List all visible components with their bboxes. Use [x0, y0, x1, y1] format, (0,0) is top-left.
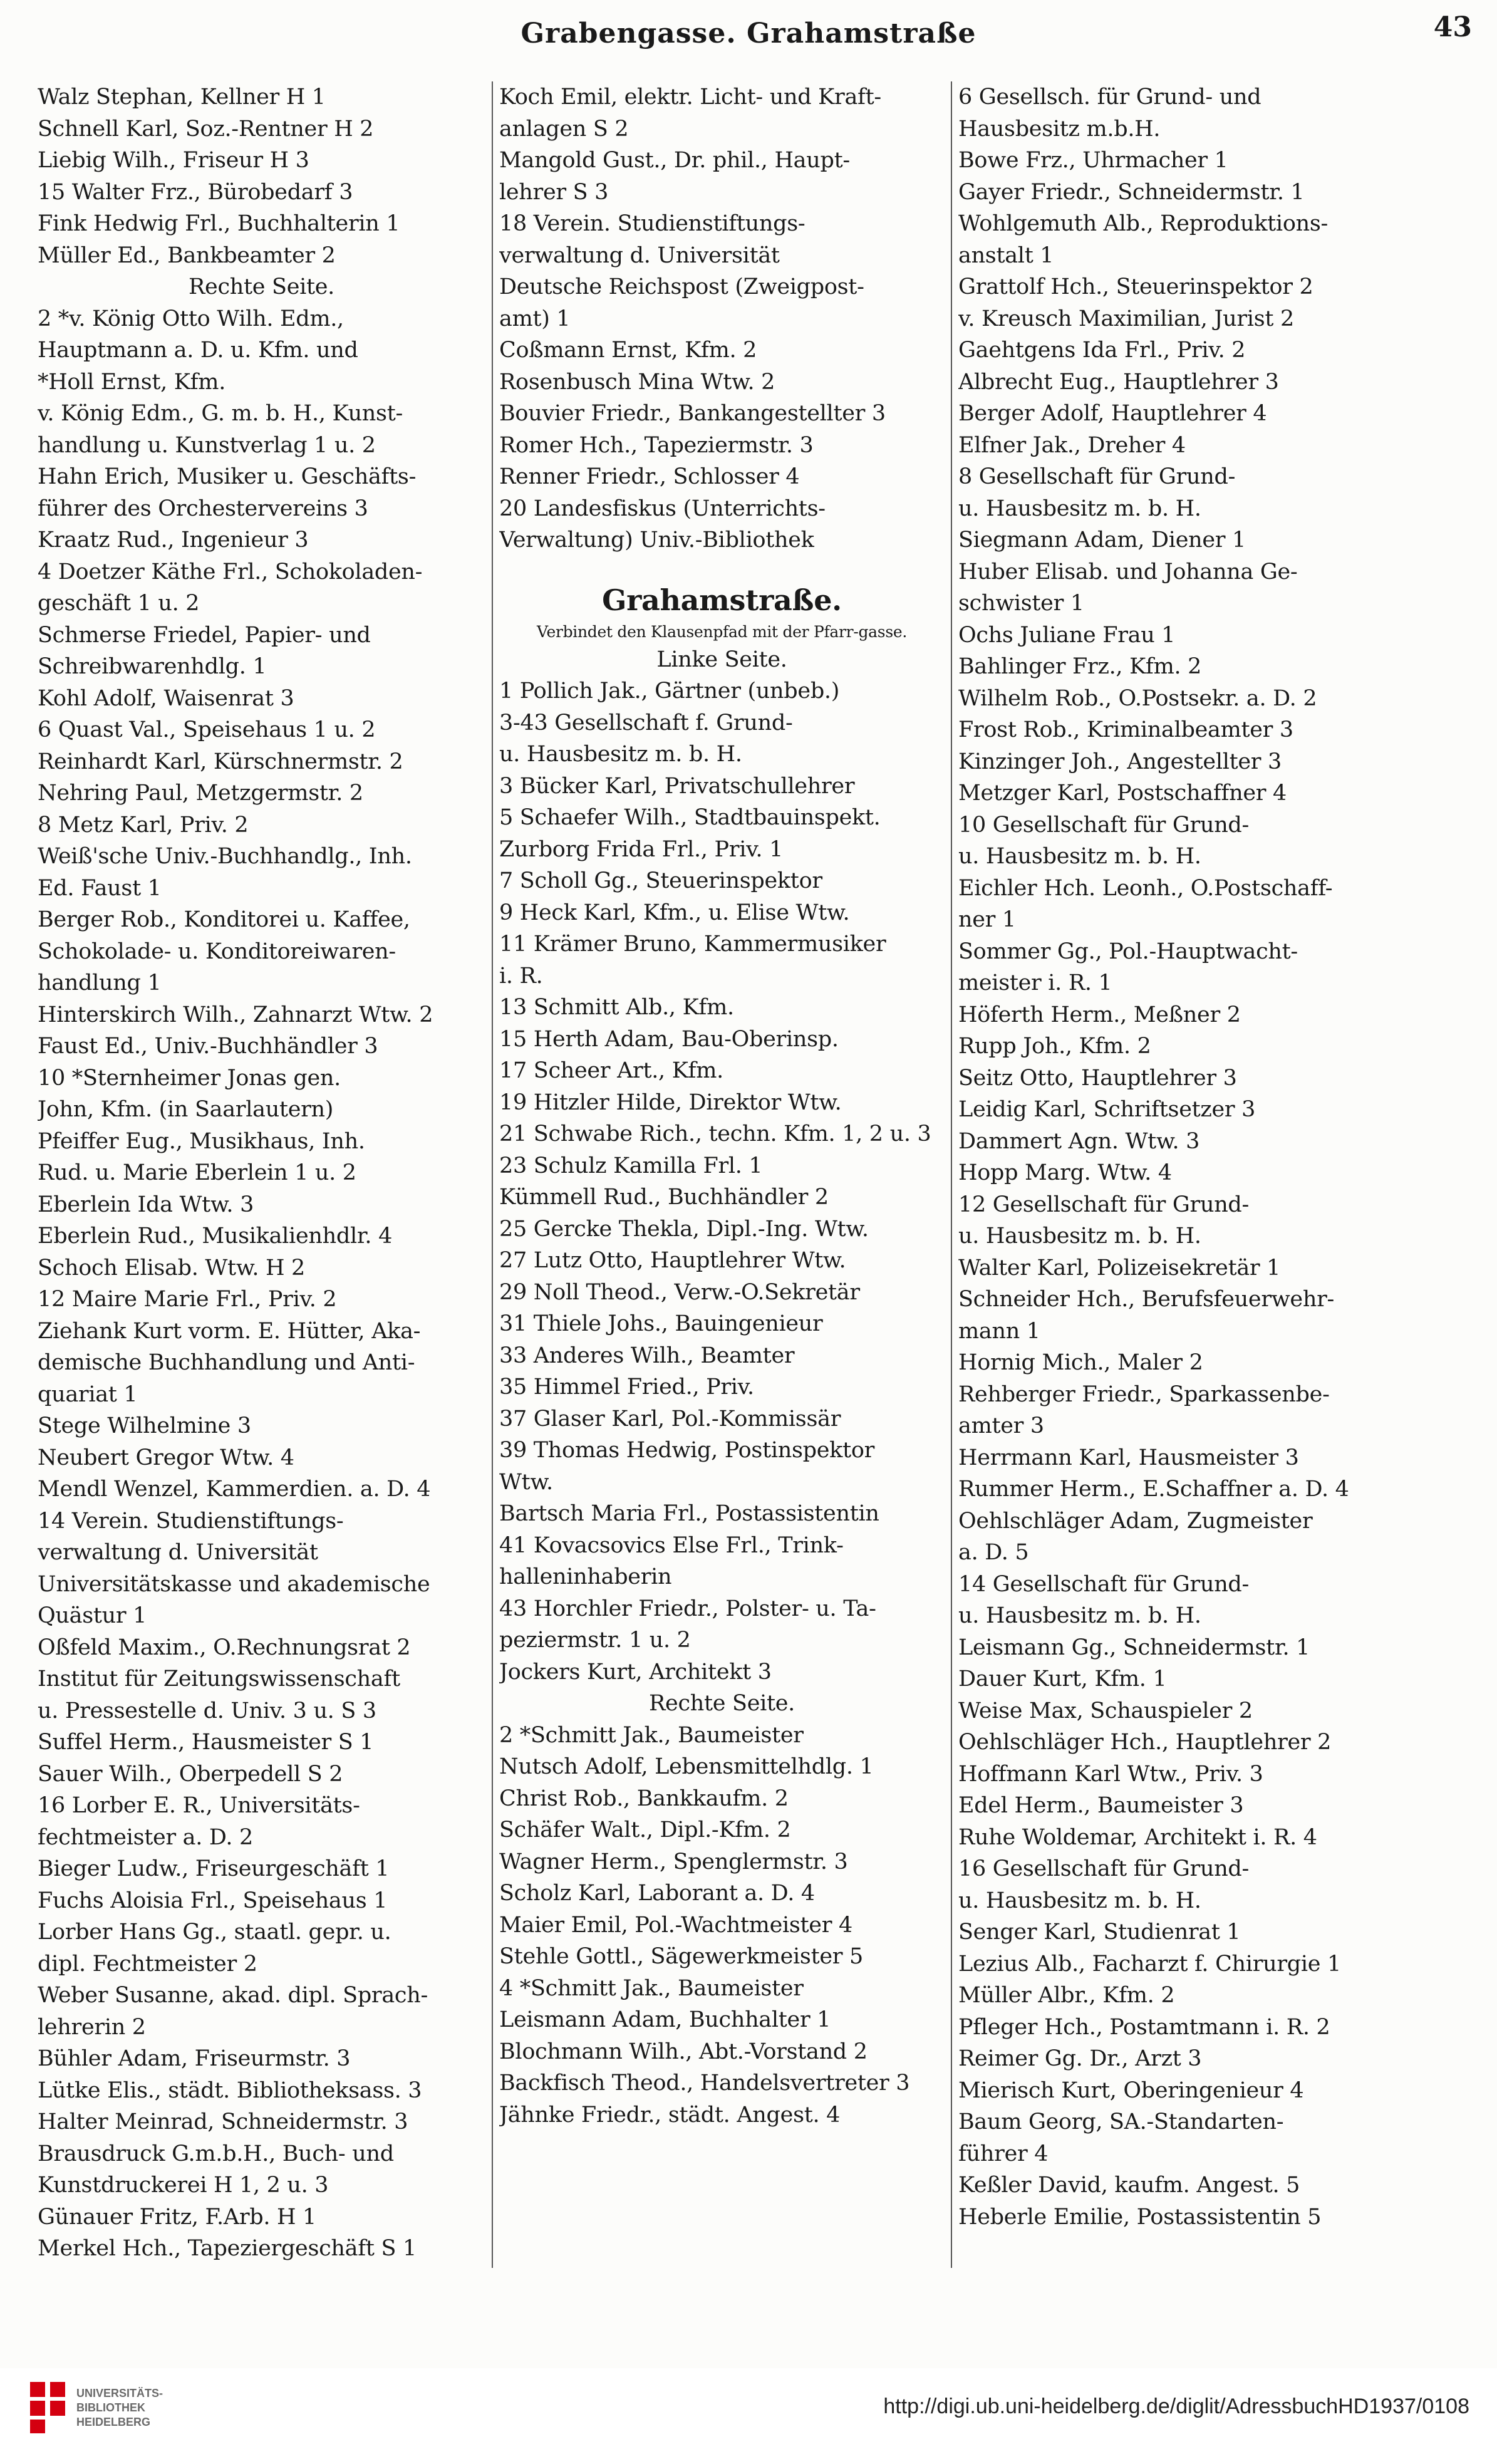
directory-entry: 39 Thomas Hedwig, Postinspektor [499, 1438, 875, 1463]
directory-entry: 31 Thiele Johs., Bauingenieur [499, 1311, 823, 1336]
directory-entry: 14 Verein. Studienstiftungs- [38, 1508, 344, 1534]
directory-entry: Pfeiffer Eug., Musikhaus, Inh. [38, 1128, 365, 1154]
directory-entry: 4 Doetzer Käthe Frl., Schokoladen- [38, 559, 423, 585]
directory-entry: Fink Hedwig Frl., Buchhalterin 1 [38, 211, 400, 236]
directory-entry: verwaltung d. Universität [38, 1540, 318, 1565]
directory-entry: Maier Emil, Pol.-Wachtmeister 4 [499, 1912, 852, 1938]
directory-entry: u. Hausbesitz m. b. H. [958, 1224, 1201, 1249]
directory-entry: anstalt 1 [958, 242, 1054, 268]
directory-entry: Fuchs Aloisia Frl., Speisehaus 1 [38, 1888, 388, 1913]
directory-entry: Albrecht Eug., Hauptlehrer 3 [958, 369, 1279, 395]
directory-entry: schwister 1 [958, 591, 1084, 616]
directory-entry: amt) 1 [499, 306, 571, 331]
directory-entry: 8 Metz Karl, Priv. 2 [38, 812, 249, 838]
directory-entry: Weise Max, Schauspieler 2 [958, 1698, 1253, 1723]
directory-entry: Reinhardt Karl, Kürschnermstr. 2 [38, 749, 403, 774]
directory-entry: Senger Karl, Studienrat 1 [958, 1920, 1241, 1945]
directory-entry: Ziehank Kurt vorm. E. Hütter, Aka- [38, 1318, 421, 1344]
directory-entry: dipl. Fechtmeister 2 [38, 1951, 257, 1977]
page-number: 43 [1433, 11, 1472, 43]
directory-entry: Baum Georg, SA.-Standarten- [958, 2109, 1284, 2134]
directory-entry: 19 Hitzler Hilde, Direktor Wtw. [499, 1089, 842, 1115]
directory-entry: Weiß'sche Univ.-Buchhandlg., Inh. [38, 844, 412, 869]
directory-entry: Bahlinger Frz., Kfm. 2 [958, 654, 1202, 679]
directory-entry: führer des Orchestervereins 3 [38, 496, 368, 521]
directory-entry: Wilhelm Rob., O.Postsekr. a. D. 2 [958, 685, 1317, 711]
directory-entry: Müller Ed., Bankbeamter 2 [38, 242, 336, 268]
directory-entry: Leismann Adam, Buchhalter 1 [499, 2007, 831, 2032]
directory-entry: Hausbesitz m.b.H. [958, 116, 1161, 142]
directory-entry: 2 *v. König Otto Wilh. Edm., [38, 306, 344, 331]
directory-entry: Grattolf Hch., Steuerinspektor 2 [958, 274, 1313, 299]
directory-entry: Rud. u. Marie Eberlein 1 u. 2 [38, 1160, 356, 1185]
page-title: Grabengasse. Grahamstraße [521, 18, 976, 49]
directory-entry: führer 4 [958, 2141, 1049, 2166]
directory-entry: Christ Rob., Bankkaufm. 2 [499, 1786, 789, 1811]
directory-entry: meister i. R. 1 [958, 970, 1112, 995]
directory-entry: Rummer Herm., E.Schaffner a. D. 4 [958, 1477, 1349, 1502]
directory-entry: Verwaltung) Univ.-Bibliothek [499, 528, 814, 553]
directory-entry: 29 Noll Theod., Verw.-O.Sekretär [499, 1279, 860, 1305]
column-left [31, 81, 492, 2268]
directory-columns [31, 81, 1391, 2268]
directory-entry: 27 Lutz Otto, Hauptlehrer Wtw. [499, 1248, 846, 1273]
directory-entry: u. Hausbesitz m. b. H. [958, 1888, 1201, 1913]
directory-entry: Bowe Frz., Uhrmacher 1 [958, 148, 1228, 173]
directory-entry: Edel Herm., Baumeister 3 [958, 1793, 1244, 1818]
directory-entry: ner 1 [958, 907, 1016, 932]
directory-entry: Huber Elisab. und Johanna Ge- [958, 559, 1298, 585]
directory-entry: Institut für Zeitungswissenschaft [38, 1666, 400, 1692]
directory-entry: 11 Krämer Bruno, Kammermusiker [499, 932, 886, 957]
directory-entry: Coßmann Ernst, Kfm. 2 [499, 338, 757, 363]
directory-entry: 35 Himmel Fried., Priv. [499, 1375, 754, 1400]
directory-entry: 21 Schwabe Rich., techn. Kfm. 1, 2 u. 3 [499, 1121, 931, 1146]
directory-entry: 5 Schaefer Wilh., Stadtbauinspekt. [499, 805, 881, 830]
library-emblem-icon [28, 2379, 68, 2436]
directory-entry: Ochs Juliane Frau 1 [958, 622, 1176, 648]
directory-entry: Kunstdruckerei H 1, 2 u. 3 [38, 2173, 329, 2198]
directory-entry: Hinterskirch Wilh., Zahnarzt Wtw. 2 [38, 1002, 433, 1027]
directory-entry: Berger Rob., Konditorei u. Kaffee, [38, 907, 410, 932]
directory-entry: Siegmann Adam, Diener 1 [958, 528, 1246, 553]
directory-entry: Rosenbusch Mina Wtw. 2 [499, 369, 775, 395]
directory-entry: Mangold Gust., Dr. phil., Haupt- [499, 148, 850, 173]
directory-entry: Scholz Karl, Laborant a. D. 4 [499, 1881, 815, 1906]
directory-entry: Lezius Alb., Facharzt f. Chirurgie 1 [958, 1951, 1341, 1977]
directory-entry: Schmerse Friedel, Papier- und [38, 622, 371, 648]
street-description: Verbindet den Klausenpfad mit der Pfarr-gasse. [537, 622, 907, 641]
directory-entry: Günauer Fritz, F.Arb. H 1 [38, 2204, 317, 2230]
directory-entry: Schreibwarenhdlg. 1 [38, 654, 267, 679]
directory-entry: 6 Gesellsch. für Grund- und [958, 85, 1261, 110]
page-footer [0, 2368, 1497, 2464]
directory-entry: 33 Anderes Wilh., Beamter [499, 1343, 795, 1368]
library-name-line: UNIVERSITÄTS- [76, 2386, 163, 2399]
directory-entry: Gaehtgens Ida Frl., Priv. 2 [958, 338, 1246, 363]
directory-entry: Universitätskasse und akademische [38, 1571, 430, 1597]
directory-entry: v. König Edm., G. m. b. H., Kunst- [38, 401, 403, 426]
directory-entry: halleninhaberin [499, 1564, 672, 1589]
directory-entry: Pfleger Hch., Postamtmann i. R. 2 [958, 2014, 1330, 2040]
directory-entry: Lütke Elis., städt. Bibliotheksass. 3 [38, 2077, 422, 2103]
directory-entry: mann 1 [958, 1318, 1040, 1344]
directory-entry: Schneider Hch., Berufsfeuerwehr- [958, 1287, 1335, 1312]
directory-entry: anlagen S 2 [499, 116, 629, 142]
directory-entry: Eberlein Ida Wtw. 3 [38, 1192, 254, 1217]
directory-entry: Schokolade- u. Konditoreiwaren- [38, 938, 396, 964]
directory-entry: Elfner Jak., Dreher 4 [958, 432, 1186, 458]
directory-entry: Herrmann Karl, Hausmeister 3 [958, 1445, 1299, 1470]
directory-entry: 25 Gercke Thekla, Dipl.-Ing. Wtw. [499, 1216, 869, 1242]
directory-entry: u. Hausbesitz m. b. H. [958, 496, 1201, 521]
street-heading: Grahamstraße. [602, 583, 842, 617]
directory-entry: Quästur 1 [38, 1603, 147, 1628]
directory-entry: Reimer Gg. Dr., Arzt 3 [958, 2046, 1202, 2071]
directory-entry: 18 Verein. Studienstiftungs- [499, 211, 805, 236]
directory-entry: Wohlgemuth Alb., Reproduktions- [958, 211, 1329, 236]
directory-entry: Bieger Ludw., Friseurgeschäft 1 [38, 1856, 390, 1881]
directory-entry: Zurborg Frida Frl., Priv. 1 [499, 836, 784, 862]
directory-entry: handlung 1 [38, 970, 162, 995]
directory-entry: Metzger Karl, Postschaffner 4 [958, 781, 1287, 806]
directory-entry: Merkel Hch., Tapeziergeschäft S 1 [38, 2236, 417, 2261]
directory-entry: Bühler Adam, Friseurmstr. 3 [38, 2046, 351, 2071]
library-name-line: HEIDELBERG [76, 2415, 151, 2428]
directory-entry: 16 Gesellschaft für Grund- [958, 1856, 1250, 1881]
directory-entry: Eberlein Rud., Musikalienhdlr. 4 [38, 1224, 393, 1249]
directory-entry: Stehle Gottl., Sägewerkmeister 5 [499, 1944, 863, 1969]
directory-entry: Neubert Gregor Wtw. 4 [38, 1445, 294, 1470]
directory-entry: fechtmeister a. D. 2 [38, 1824, 254, 1850]
directory-entry: Sommer Gg., Pol.-Hauptwacht- [958, 938, 1298, 964]
directory-entry: Walter Karl, Polizeisekretär 1 [958, 1255, 1281, 1281]
directory-entry: Berger Adolf, Hauptlehrer 4 [958, 401, 1267, 426]
directory-entry: 20 Landesfiskus (Unterrichts- [499, 496, 826, 521]
directory-entry: *Holl Ernst, Kfm. [38, 369, 226, 395]
directory-entry: Frost Rob., Kriminalbeamter 3 [958, 717, 1293, 742]
column-middle [492, 81, 952, 2268]
directory-entry: 3 Bücker Karl, Privatschullehrer [499, 773, 855, 799]
directory-entry: peziermstr. 1 u. 2 [499, 1628, 691, 1653]
directory-entry: Jähnke Friedr., städt. Angest. 4 [499, 2102, 841, 2128]
column-right [952, 81, 1391, 2268]
side-heading: Linke Seite. [656, 647, 787, 672]
directory-entry: Oehlschläger Adam, Zugmeister [958, 1508, 1313, 1534]
directory-entry: Hauptmann a. D. u. Kfm. und [38, 338, 358, 363]
directory-entry: v. Kreusch Maximilian, Jurist 2 [958, 306, 1294, 331]
directory-entry: Schnell Karl, Soz.-Rentner H 2 [38, 116, 374, 142]
directory-entry: 10 *Sternheimer Jonas gen. [38, 1065, 341, 1091]
side-heading: Rechte Seite. [649, 1691, 795, 1716]
directory-entry: Leidig Karl, Schriftsetzer 3 [958, 1097, 1256, 1122]
directory-entry: Kinzinger Joh., Angestellter 3 [958, 749, 1282, 774]
directory-entry: 12 Maire Marie Frl., Priv. 2 [38, 1287, 337, 1312]
directory-entry: verwaltung d. Universität [499, 242, 780, 268]
directory-entry: 12 Gesellschaft für Grund- [958, 1192, 1250, 1217]
directory-entry: Eichler Hch. Leonh., O.Postschaff- [958, 875, 1333, 901]
directory-entry: Halter Meinrad, Schneidermstr. 3 [38, 2109, 408, 2134]
directory-entry: Backfisch Theod., Handelsvertreter 3 [499, 2071, 910, 2096]
directory-entry: 41 Kovacsovics Else Frl., Trink- [499, 1532, 844, 1558]
directory-entry: 15 Herth Adam, Bau-Oberinsp. [499, 1026, 839, 1052]
directory-entry: Wtw. [499, 1469, 553, 1495]
directory-entry: Hoffmann Karl Wtw., Priv. 3 [958, 1761, 1263, 1787]
directory-entry: 9 Heck Karl, Kfm., u. Elise Wtw. [499, 900, 850, 925]
directory-entry: Romer Hch., Tapeziermstr. 3 [499, 432, 814, 458]
directory-entry: Bouvier Friedr., Bankangestellter 3 [499, 401, 886, 426]
directory-entry: Hopp Marg. Wtw. 4 [958, 1160, 1172, 1185]
directory-entry: a. D. 5 [958, 1540, 1029, 1565]
directory-entry: 1 Pollich Jak., Gärtner (unbeb.) [499, 678, 840, 704]
directory-entry: 4 *Schmitt Jak., Baumeister [499, 1975, 804, 2001]
directory-entry: Nutsch Adolf, Lebensmittelhdlg. 1 [499, 1754, 874, 1779]
directory-entry: Dauer Kurt, Kfm. 1 [958, 1666, 1167, 1692]
directory-entry: lehrerin 2 [38, 2014, 146, 2040]
directory-entry: 7 Scholl Gg., Steuerinspektor [499, 868, 822, 893]
library-name [76, 2386, 163, 2430]
directory-entry: u. Pressestelle d. Univ. 3 u. S 3 [38, 1698, 376, 1723]
directory-entry: 6 Quast Val., Speisehaus 1 u. 2 [38, 717, 376, 742]
directory-entry: amter 3 [958, 1413, 1044, 1438]
library-logo [28, 2379, 163, 2436]
directory-entry: 10 Gesellschaft für Grund- [958, 812, 1250, 838]
directory-entry: Oßfeld Maxim., O.Rechnungsrat 2 [38, 1635, 411, 1660]
directory-entry: 13 Schmitt Alb., Kfm. [499, 995, 734, 1020]
directory-entry: Oehlschläger Hch., Hauptlehrer 2 [958, 1730, 1332, 1755]
directory-entry: Gayer Friedr., Schneidermstr. 1 [958, 179, 1305, 205]
directory-entry: Jockers Kurt, Architekt 3 [499, 1659, 772, 1685]
page-header [25, 9, 1472, 59]
directory-entry: 14 Gesellschaft für Grund- [958, 1571, 1250, 1597]
directory-entry: Schäfer Walt., Dipl.-Kfm. 2 [499, 1817, 791, 1843]
directory-entry: 17 Scheer Art., Kfm. [499, 1058, 723, 1083]
directory-entry: Kümmell Rud., Buchhändler 2 [499, 1185, 829, 1210]
library-name-line: BIBLIOTHEK [76, 2401, 145, 2414]
directory-entry: Stege Wilhelmine 3 [38, 1413, 251, 1438]
directory-entry: Kraatz Rud., Ingenieur 3 [38, 528, 309, 553]
directory-entry: Kohl Adolf, Waisenrat 3 [38, 685, 294, 711]
directory-entry: Keßler David, kaufm. Angest. 5 [958, 2173, 1300, 2198]
directory-entry: 37 Glaser Karl, Pol.-Kommissär [499, 1406, 841, 1432]
directory-entry: John, Kfm. (in Saarlautern) [38, 1097, 334, 1122]
directory-entry: Faust Ed., Univ.-Buchhändler 3 [38, 1034, 378, 1059]
directory-entry: Hornig Mich., Maler 2 [958, 1350, 1203, 1375]
directory-entry: Dammert Agn. Wtw. 3 [958, 1128, 1200, 1154]
source-url[interactable]: http://digi.ub.uni-heidelberg.de/diglit/AdressbuchHD1937/0108 [883, 2394, 1469, 2418]
directory-entry: Rehberger Friedr., Sparkassenbe- [958, 1381, 1330, 1407]
directory-entry: Müller Albr., Kfm. 2 [958, 1983, 1175, 2008]
directory-entry: Renner Friedr., Schlosser 4 [499, 464, 800, 489]
directory-entry: Schoch Elisab. Wtw. H 2 [38, 1255, 305, 1281]
directory-entry: handlung u. Kunstverlag 1 u. 2 [38, 432, 376, 458]
directory-entry: Wagner Herm., Spenglermstr. 3 [499, 1849, 848, 1874]
directory-entry: Suffel Herm., Hausmeister S 1 [38, 1730, 374, 1755]
directory-entry: 8 Gesellschaft für Grund- [958, 464, 1236, 489]
directory-entry: Brausdruck G.m.b.H., Buch- und [38, 2141, 394, 2166]
directory-entry: Hahn Erich, Musiker u. Geschäfts- [38, 464, 417, 489]
directory-entry: demische Buchhandlung und Anti- [38, 1350, 415, 1375]
directory-entry: Höferth Herm., Meßner 2 [958, 1002, 1241, 1027]
directory-entry: Koch Emil, elektr. Licht- und Kraft- [499, 85, 881, 110]
directory-entry: Ruhe Woldemar, Architekt i. R. 4 [958, 1824, 1317, 1850]
directory-entry: Ed. Faust 1 [38, 875, 162, 901]
directory-entry: Rupp Joh., Kfm. 2 [958, 1034, 1151, 1059]
directory-entry: i. R. [499, 963, 543, 989]
directory-entry: u. Hausbesitz m. b. H. [958, 1603, 1201, 1628]
directory-entry: 16 Lorber E. R., Universitäts- [38, 1793, 360, 1818]
directory-entry: Leismann Gg., Schneidermstr. 1 [958, 1635, 1310, 1660]
directory-entry: quariat 1 [38, 1381, 138, 1407]
spacer [499, 556, 945, 571]
directory-entry: 23 Schulz Kamilla Frl. 1 [499, 1153, 763, 1178]
directory-entry: Mierisch Kurt, Oberingenieur 4 [958, 2077, 1304, 2103]
directory-entry: Blochmann Wilh., Abt.-Vorstand 2 [499, 2039, 868, 2064]
directory-entry: u. Hausbesitz m. b. H. [499, 742, 742, 767]
directory-entry: Mendl Wenzel, Kammerdien. a. D. 4 [38, 1477, 431, 1502]
directory-entry: lehrer S 3 [499, 179, 609, 205]
directory-entry: Deutsche Reichspost (Zweigpost- [499, 274, 864, 299]
directory-entry: Seitz Otto, Hauptlehrer 3 [958, 1065, 1237, 1091]
directory-entry: 43 Horchler Friedr., Polster- u. Ta- [499, 1596, 876, 1621]
directory-entry: Nehring Paul, Metzgermstr. 2 [38, 781, 363, 806]
directory-entry: Heberle Emilie, Postassistentin 5 [958, 2204, 1322, 2230]
directory-entry: 15 Walter Frz., Bürobedarf 3 [38, 179, 353, 205]
directory-entry: Walz Stephan, Kellner H 1 [38, 85, 326, 110]
directory-entry: Liebig Wilh., Friseur H 3 [38, 148, 309, 173]
directory-entry: u. Hausbesitz m. b. H. [958, 844, 1201, 869]
directory-entry: geschäft 1 u. 2 [38, 591, 200, 616]
directory-entry: 3-43 Gesellschaft f. Grund- [499, 710, 793, 736]
directory-entry: 2 *Schmitt Jak., Baumeister [499, 1722, 804, 1748]
directory-entry: Sauer Wilh., Oberpedell S 2 [38, 1761, 343, 1787]
directory-entry: Bartsch Maria Frl., Postassistentin [499, 1501, 879, 1526]
directory-entry: Weber Susanne, akad. dipl. Sprach- [38, 1983, 428, 2008]
directory-entry: Lorber Hans Gg., staatl. gepr. u. [38, 1920, 391, 1945]
side-heading: Rechte Seite. [189, 274, 334, 299]
